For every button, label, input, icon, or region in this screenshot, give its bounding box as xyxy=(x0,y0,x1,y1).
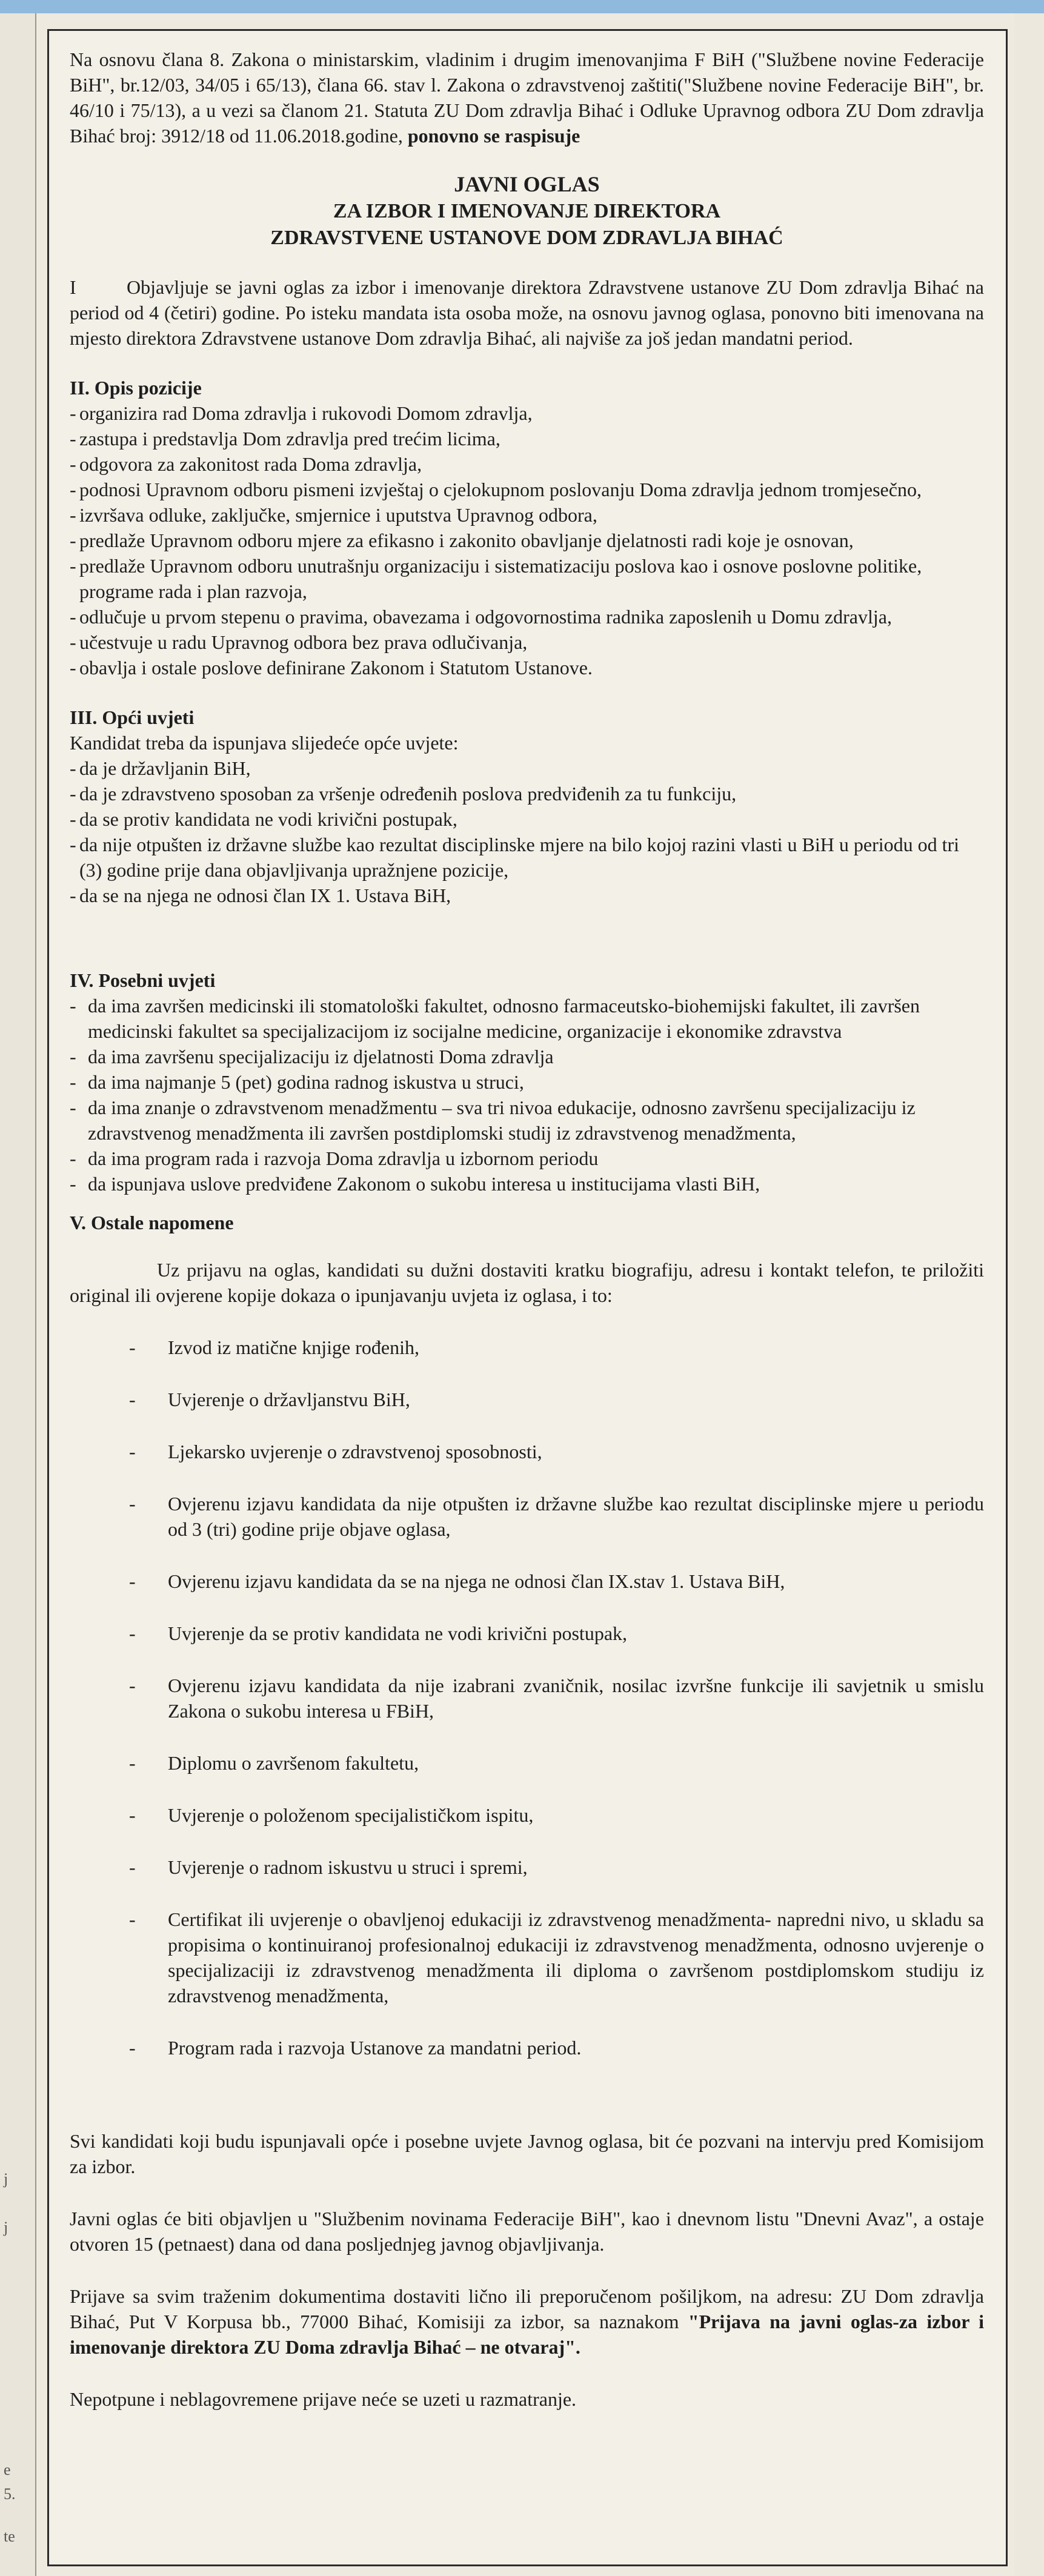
edge-fragment: j xyxy=(4,2219,8,2236)
section-5-lead: Uz prijavu na oglas, kandidati su dužni dostaviti kratku biografiju, adresu i kontakt telefon, te priložiti original ili ovjerene kopije dokaza o ipunjavanju uvjeta iz oglasa, i to: xyxy=(70,1259,984,1306)
section-2 xyxy=(70,375,984,680)
list-item: - da nije otpušten iz državne službe kao rezultat disciplinske mjere na bilo kojoj razini vlasti u BiH u periodu od tri (3) godine prije dana objavljivanja upražnjene pozicije, xyxy=(70,832,984,883)
list-item: - Uvjerenje da se protiv kandidata ne vodi krivični postupak, xyxy=(70,1621,984,1646)
closing-paragraph-publication: Javni oglas će biti objavljen u "Službenim novinama Federacije BiH", kao i dnevnom listu "Dnevni Avaz", a ostaje otvoren 15 (petnaest) dana od dana posljednjeg javnog objavljivanja. xyxy=(70,2208,984,2255)
general-conditions-list xyxy=(70,755,984,908)
list-item: - obavlja i ostale poslove definirane Zakonom i Statutom Ustanove. xyxy=(70,655,984,680)
list-item: - učestvuje u radu Upravnog odbora bez prava odlučivanja, xyxy=(70,629,984,655)
title-line-2: ZA IZBOR I IMENOVANJE DIREKTORA xyxy=(333,200,721,222)
section-1-text: Objavljuje se javni oglas za izbor i imenovanje direktora Zdravstvene ustanove ZU Dom zdravlja Bihać na period od 4 (četiri) godine. Po isteku mandata ista osoba može, na osnovu javnog oglasa, ponovno biti imenovana na mjesto direktora Zdravstvene ustanove Dom zdravlja Bihać, ali najviše za još jedan mandatni period. xyxy=(70,276,984,349)
list-item: - da se na njega ne odnosi član IX 1. Ustava BiH, xyxy=(70,883,984,908)
section-4-heading: IV. Posebni uvjeti xyxy=(70,969,216,991)
list-item: - Diplomu o završenom fakultetu, xyxy=(70,1750,984,1776)
edge-fragment: j xyxy=(4,2170,8,2188)
position-duties-list xyxy=(70,400,984,680)
top-color-strip xyxy=(0,0,1044,13)
edge-fragment: e xyxy=(4,2461,11,2478)
list-item: - izvršava odluke, zaključke, smjernice i uputstva Upravnog odbora, xyxy=(70,502,984,528)
list-item: - da je zdravstveno sposoban za vršenje određenih poslova predviđenih za tu funkciju, xyxy=(70,781,984,806)
submission-label: "Prijava na javni oglas-za izbor i imenovanje direktora ZU Doma zdravlja Bihać – ne otvaraj". xyxy=(70,2311,985,2358)
list-item: - organizira rad Doma zdravlja i rukovodi Domom zdravlja, xyxy=(70,400,984,426)
section-5 xyxy=(70,1210,984,2060)
closing-paragraph-interview: Svi kandidati koji budu ispunjavali opće i posebne uvjete Javnog oglasa, bit će pozvani na intervju pred Komisijom za izbor. xyxy=(70,2130,984,2177)
list-item: - Uvjerenje o državljanstvu BiH, xyxy=(70,1387,984,1412)
section-5-heading: V. Ostale napomene xyxy=(70,1212,234,1233)
column-rule xyxy=(35,13,36,2576)
intro-bold-tail: ponovno se raspisuje xyxy=(407,125,580,147)
required-documents-list xyxy=(70,1335,984,2060)
list-item: - Certifikat ili uvjerenje o obavljenoj edukaciji iz zdravstvenog menadžmenta- napredni nivo, u skladu sa propisima o kontinuiranoj profesionalnoj edukaciji iz zdravstvenog menadžmenta, odnosno uvjerenje o specijalizaciji iz zdravstvenog menadžmenta ili diploma o završenom postdiplomskom studiju iz zdravstvenog menadžmenta, xyxy=(70,1907,984,2008)
page-margin xyxy=(1014,13,1044,2576)
section-1 xyxy=(70,274,984,351)
list-item: - odlučuje u prvom stepenu o pravima, obavezama i odgovornostima radnika zaposlenih u Domu zdravlja, xyxy=(70,604,984,629)
closing-remarks xyxy=(70,2128,984,2412)
list-item: - da ima znanje o zdravstvenom menadžmentu – sva tri nivoa edukacije, odnosno završenu specijalizaciju iz zdravstvenog menadžmenta ili završen postdiplomski studij iz zdravstvenog menadžmenta, xyxy=(70,1095,984,1146)
list-item: - Ovjerenu izjavu kandidata da se na njega ne odnosi član IX.stav 1. Ustava BiH, xyxy=(70,1569,984,1594)
list-item: - da ispunjava uslove predviđene Zakonom o sukobu interesa u institucijama vlasti BiH, xyxy=(70,1171,984,1197)
list-item: - Ljekarsko uvjerenje o zdravstvenoj sposobnosti, xyxy=(70,1439,984,1464)
list-item: - predlaže Upravnom odboru mjere za efikasno i zakonito obavljanje djelatnosti radi koje je osnovan, xyxy=(70,528,984,553)
list-item: - da ima završenu specijalizaciju iz djelatnosti Doma zdravlja xyxy=(70,1044,984,1069)
list-item: - Izvod iz matične knjige rođenih, xyxy=(70,1335,984,1360)
list-item: - Uvjerenje o radnom iskustvu u struci i spremi, xyxy=(70,1854,984,1880)
list-item: - da ima program rada i razvoja Doma zdravlja u izbornom periodu xyxy=(70,1146,984,1171)
intro-paragraph: Na osnovu člana 8. Zakona o ministarskim, vladinim i drugim imenovanjima F BiH ("Službene novine Federacije BiH", br.12/03, 34/05 i 65/13), člana 66. stav l. Zakona o zdravstvenoj zaštiti("Službene novine Federacije BiH", br. 46/10 i 75/13), a u vezi sa članom 21. Statuta ZU Dom zdravlja Bihać i Odluke Upravnog odbora ZU Dom zdravlja Bihać broj: 3912/18 od 11.06.2018.godine, ponovno se raspisuje xyxy=(70,48,984,147)
job-notice xyxy=(47,29,1008,2566)
section-3 xyxy=(70,705,984,908)
closing-paragraph-submission: Prijave sa svim traženim dokumentima dostaviti lično ili preporučenom pošiljkom, na adresu: ZU Dom zdravlja Bihać, Put V Korpusa bb., 77000 Bihać, Komisiji za izbor, sa naznakom "Prijava na javni oglas-za izbor i imenovanje direktora ZU Doma zdravlja Bihać – ne otvaraj". xyxy=(70,2285,985,2358)
list-item: - da je državljanin BiH, xyxy=(70,755,984,781)
list-item: - Ovjerenu izjavu kandidata da nije izabrani zvaničnik, nosilac izvršne funkcije ili savjetnik u smislu Zakona o sukobu interesa u FBiH, xyxy=(70,1673,984,1724)
list-item: - da ima najmanje 5 (pet) godina radnog iskustva u struci, xyxy=(70,1069,984,1095)
list-item: - da se protiv kandidata ne vodi krivični postupak, xyxy=(70,806,984,832)
list-item: - Ovjerenu izjavu kandidata da nije otpušten iz državne službe kao rezultat disciplinske mjere u periodu od 3 (tri) godine prije objave oglasa, xyxy=(70,1491,984,1542)
notice-title xyxy=(70,170,984,251)
list-item: - podnosi Upravnom odboru pismeni izvještaj o cjelokupnom poslovanju Doma zdravlja jednom tromjesečno, xyxy=(70,477,984,502)
edge-fragment: te xyxy=(4,2528,15,2545)
list-item: - da ima završen medicinski ili stomatološki fakultet, odnosno farmaceutsko-biohemijski fakultet, ili završen medicinski fakultet sa specijalizacijom iz socijalne medicine, organizacije i ekonomike zdravstva xyxy=(70,993,984,1044)
section-2-heading: II. Opis pozicije xyxy=(70,377,202,399)
list-item: - zastupa i predstavlja Dom zdravlja pred trećim licima, xyxy=(70,426,984,451)
list-item: - odgovora za zakonitost rada Doma zdravlja, xyxy=(70,451,984,477)
list-item: - Uvjerenje o položenom specijalističkom ispitu, xyxy=(70,1802,984,1828)
title-line-1: JAVNI OGLAS xyxy=(454,172,600,196)
list-item: - predlaže Upravnom odboru unutrašnju organizaciju i sistematizaciju poslova kao i osnove poslovne politike, programe rada i plan razvoja, xyxy=(70,553,984,604)
section-1-number: I xyxy=(70,276,76,298)
special-conditions-list xyxy=(70,993,984,1197)
section-3-heading: III. Opći uvjeti xyxy=(70,706,195,728)
adjacent-column xyxy=(0,13,35,2576)
section-4 xyxy=(70,968,984,1197)
section-3-lead: Kandidat treba da ispunjava slijedeće opće uvjete: xyxy=(70,732,459,754)
title-line-3: ZDRAVSTVENE USTANOVE DOM ZDRAVLJA BIHAĆ xyxy=(270,227,783,249)
edge-fragment: 5. xyxy=(4,2485,16,2503)
closing-paragraph-incomplete: Nepotpune i neblagovremene prijave neće se uzeti u razmatranje. xyxy=(70,2388,577,2410)
list-item: - Program rada i razvoja Ustanove za mandatni period. xyxy=(70,2035,984,2060)
